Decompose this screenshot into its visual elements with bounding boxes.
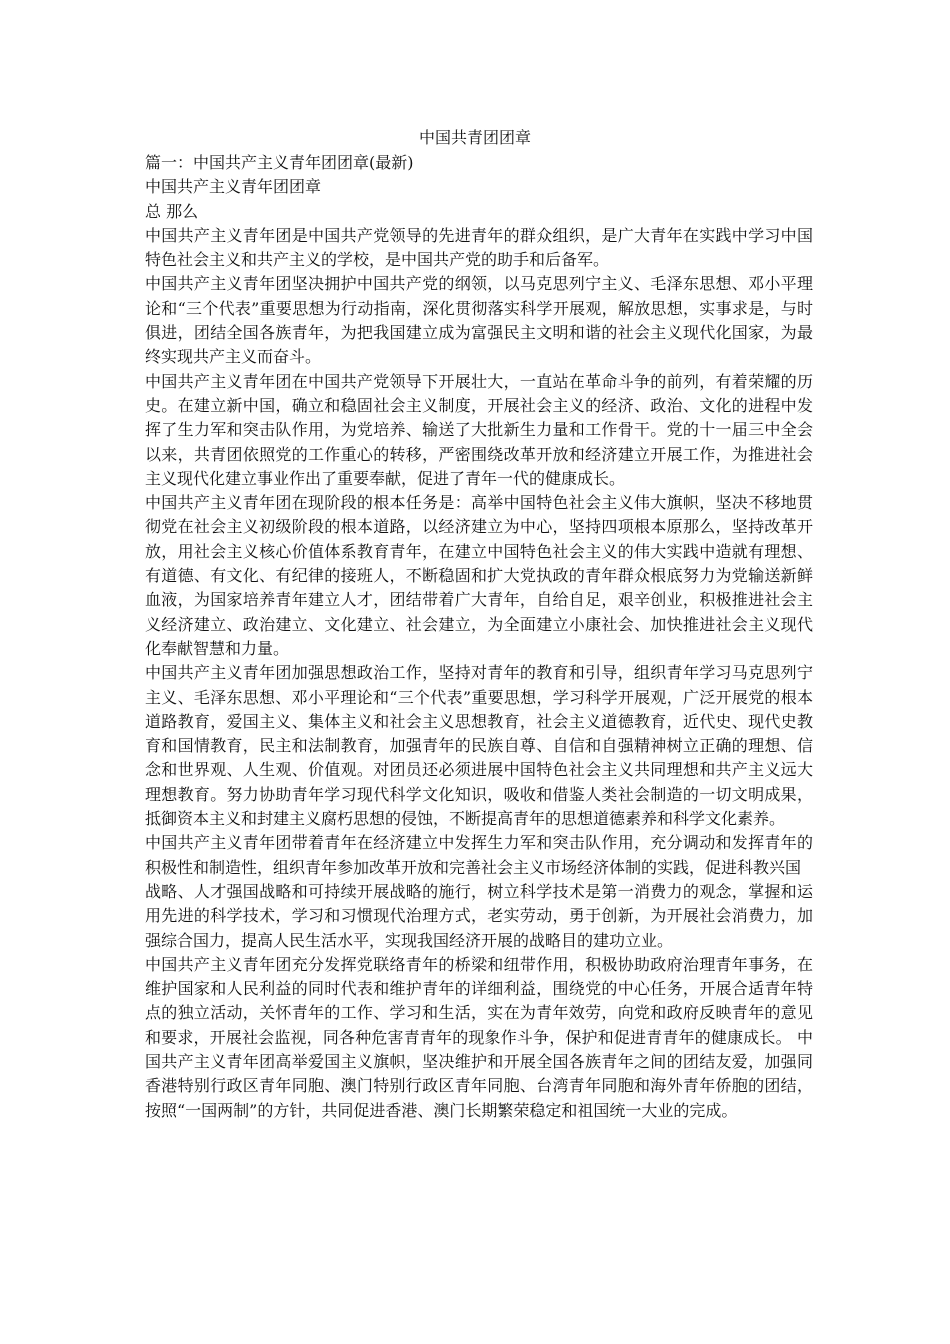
paragraph-1: 中国共产主义青年团是中国共产党领导的先进青年的群众组织，是广大青年在实践中学习中国特色社会主义和共产主义的学校，是中国共产党的助手和后备军。 xyxy=(145,225,813,270)
paragraph-3: 中国共产主义青年团在中国共产党领导下开展壮大，一直站在革命斗争的前列，有着荣耀的历史。在建立新中国，确立和稳固社会主义制度，开展社会主义的经济、政治、文化的进程中发挥了生力军和突击队作用，为党培养、输送了大批新生力量和工作骨干。党的十一届三中全会以来，共青团依照党的工作重心的转移，严密围绕改革开放和经济建立开展工作，为推进社会主义现代化建立事业作出了重要奉献，促进了青年一代的健康成长。 xyxy=(145,371,813,488)
paragraph-6: 中国共产主义青年团带着青年在经济建立中发挥生力军和突击队作用，充分调动和发挥青年的积极性和制造性，组织青年参加改革开放和完善社会主义市场经济体制的实践，促进科教兴国 xyxy=(145,833,813,877)
document-body xyxy=(145,151,813,1123)
section-heading: 篇一：中国共产主义青年团团章(最新) xyxy=(145,153,414,172)
paragraph-2: 中国共产主义青年团坚决拥护中国共产党的纲领，以马克思列宁主义、毛泽东思想、邓小平理论和“三个代表”重要思想为行动指南，深化贯彻落实科学开展观，解放思想，实事求是，与时俱进，团结全国各族青年，为把我国建立成为富强民主文明和谐的社会主义现代化国家，为最终实现共产主义而奋斗。 xyxy=(145,274,813,367)
paragraph-5: 中国共产主义青年团加强思想政治工作，坚持对青年的教育和引导，组织青年学习马克思列宁主义、毛泽东思想、邓小平理论和“三个代表”重要思想，学习科学开展观，广泛开展党的根本道路教育，爱国主义、集体主义和社会主义思想教育，社会主义道德教育，近代史、现代史教育和国情教育，民主和法制教育，加强青年的民族自尊、自信和自强精神树立正确的理想、信念和世界观、人生观、价值观。对团员还必须进展中国特色社会主义共同理想和共产主义远大理想教育。努力协助青年学习现代科学文化知识，吸收和借鉴人类社会制造的一切文明成果，抵御资本主义和封建主义腐朽思想的侵蚀，不断提高青年的思想道德素养和科学文化素养。 xyxy=(145,663,813,829)
document-heading: 中国共产主义青年团团章 xyxy=(145,177,322,197)
document-title: 中国共青团团章 xyxy=(418,128,531,147)
paragraph-8: 中国共产主义青年团充分发挥党联络青年的桥梁和纽带作用，积极协助政府治理青年事务，在维护国家和人民利益的同时代表和维护青年的详细利益，围绕党的中心任务，开展合适青年特点的独立活动，关怀青年的工作、学习和生活，实在为青年效劳，向党和政府反映青年的意见和要求，开展社会监视，同各种危害青青年的现象作斗争，保护和促进青青年的健康成长。 中国共产主义青年团高举爱国主义旗帜，坚决维护和开展全国各族青年之间的团结友爱，加强同香港特别行政区青年同胞、澳门特别行政区青年同胞、台湾青年同胞和海外青年侨胞的团结，按照“一国两制”的方针，共同促进香港、澳门长期繁荣稳定和祖国统一大业的完成。 xyxy=(145,954,813,1120)
paragraph-4: 中国共产主义青年团在现阶段的根本任务是：高举中国特色社会主义伟大旗帜，坚决不移地贯彻党在社会主义初级阶段的根本道路，以经济建立为中心，坚持四项根本原那么，坚持改革开放，用社会主义核心价值体系教育青年，在建立中国特色社会主义的伟大实践中造就有理想、有道德、有文化、有纪律的接班人，不断稳固和扩大党执政的青年群众根底努力为党输送新鲜血液，为国家培养青年建立人才，团结带着广大青年，自给自足，艰辛创业，积极推进社会主义经济建立、政治建立、文化建立、社会建立，为全面建立小康社会、加快推进社会主义现代化奉献智慧和力量。 xyxy=(145,493,813,658)
paragraph-7: 战略、人才强国战略和可持续开展战略的施行，树立科学技术是第一消费力的观念，掌握和运用先进的科学技术，学习和习惯现代治理方式，老实劳动，勇于创新，为开展社会消费力，加强综合国力，提高人民生活水平，实现我国经济开展的战略目的建功立业。 xyxy=(145,881,813,950)
chapter-heading: 总 那么 xyxy=(145,201,199,221)
